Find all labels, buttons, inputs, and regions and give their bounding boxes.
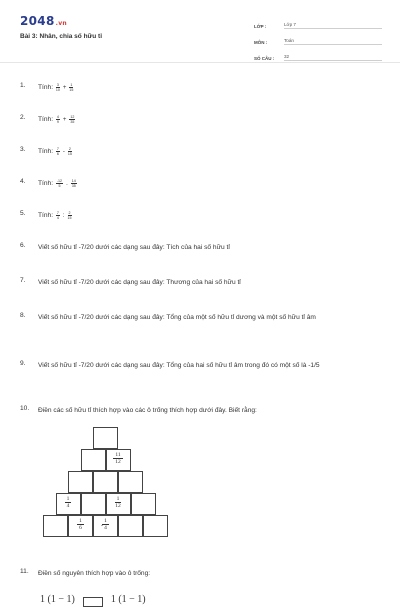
question-text [38,178,78,190]
math-operator: - [62,149,65,155]
question-text: Viết số hữu tỉ -7/20 dưới các dạng sau đây: Thương của hai số hữu tỉ [38,279,241,286]
pyramid-fraction [107,452,130,465]
question-number: 9. [20,360,26,367]
fraction-numerator: - 1 [104,518,107,524]
meta-value: 32 [284,54,382,61]
pyramid-cell[interactable] [118,471,143,493]
question-text: Điền các số hữu tỉ thích hợp vào các ô trống thích hợp dưới đây. Biết rằng: [38,407,257,414]
question-number: 6. [20,242,26,249]
meta-key: SỐ CÂU : [254,56,275,61]
fraction [68,147,72,156]
pyramid-cell[interactable] [43,515,68,537]
fraction-numerator: 11 [115,452,121,458]
question-text: Viết số hữu tỉ -7/20 dưới các dạng sau đây: Tích của hai số hữu tỉ [38,244,230,251]
question-number: 3. [20,146,26,153]
fraction [56,179,63,188]
site-logo[interactable]: 2048.vn [20,14,67,28]
fraction-denominator: 6 [79,525,82,531]
fraction-denominator: 15 [69,87,74,92]
fraction [56,115,60,124]
fraction-numerator: 1 [70,82,73,87]
lesson-title: Bài 3: Nhân, chia số hữu tỉ [20,33,102,40]
pyramid-cell[interactable] [81,449,106,471]
fraction-denominator: 4 [104,525,107,531]
fraction-denominator: 35 [70,119,75,124]
pyramid-cell[interactable] [93,515,118,537]
pyramid-cell[interactable] [143,515,168,537]
fraction-denominator: 15 [67,151,72,156]
pyramid-cell[interactable] [68,515,93,537]
question-text: Điền số nguyên thích hợp vào ô trống: [38,570,151,577]
question-11 [20,568,376,579]
question-8 [20,312,376,323]
question-label: Tính: [38,212,55,219]
worksheet-meta [254,17,382,65]
meta-class-row [254,17,382,29]
fraction [68,211,72,220]
pyramid-cell[interactable] [93,427,118,449]
math-operator: + [62,85,67,91]
question-4 [20,178,376,190]
fraction [69,83,73,92]
pyramid-fraction [107,496,130,509]
pyramid-fraction [57,496,80,509]
fraction-numerator: 1 [116,496,120,502]
fraction-denominator: 4 [66,503,70,509]
pyramid-cell[interactable] [106,493,131,515]
number-pyramid [40,427,171,547]
question-label: Tính: [38,180,55,187]
question-number: 7. [20,277,26,284]
math-operator: + [62,117,67,123]
meta-value: Toán [284,38,382,45]
pyramid-fraction [94,518,117,531]
fraction-numerator: 3 [56,82,59,87]
question-number: 11. [20,568,29,575]
fraction-denominator: 5 [58,183,61,188]
question-number: 1. [20,82,26,89]
fraction [56,211,60,220]
header-divider [0,62,400,63]
fraction-numerator: 2 [68,210,71,215]
meta-value: Lớp 7 [284,22,382,29]
question-10 [20,405,376,416]
question-label: Tính: [38,84,55,91]
question-number: 4. [20,178,26,185]
fraction-denominator: 4 [56,215,59,220]
q11-left-expr: 1 (1 − 1) [40,593,75,605]
fraction-numerator: 4 [56,114,59,119]
question-label: Tính: [38,148,55,155]
pyramid-cell[interactable] [68,471,93,493]
fraction-denominator: 6 [56,151,59,156]
fraction-numerator: 1 [79,518,82,524]
pyramid-cell[interactable] [81,493,106,515]
fraction-denominator: 12 [115,503,121,509]
question-text [38,210,73,222]
meta-key: LỚP : [254,24,267,29]
fraction-denominator: 12 [115,459,121,465]
pyramid-cell[interactable] [56,493,81,515]
math-operator: . [66,181,68,187]
question-text: Viết số hữu tỉ -7/20 dưới các dạng sau đây: Tổng của hai số hữu tỉ âm trong đó có một số là -1/5 [38,362,320,369]
question-3 [20,146,376,158]
fraction-numerator: 7 [56,146,59,151]
question-text: Viết số hữu tỉ -7/20 dưới các dạng sau đây: Tổng của một số hữu tỉ dương và một số hữu tỉ âm [38,314,316,321]
pyramid-fraction [69,518,92,531]
fraction-numerator: 14 [71,178,76,183]
fraction-denominator: 35 [71,183,76,188]
fraction [71,179,77,188]
q11-right-expr: 1 (1 − 1) [110,593,146,605]
q11-answer-box[interactable] [83,597,103,607]
question-number: 8. [20,312,26,319]
question-9 [20,360,376,371]
pyramid-cell[interactable] [131,493,156,515]
pyramid-cell[interactable] [118,515,143,537]
question-number: 10. [20,405,30,412]
pyramid-cell[interactable] [93,471,118,493]
math-operator: : [62,213,65,219]
question-text [38,146,73,158]
fraction-denominator: 10 [55,87,60,92]
fraction-numerator: 7 [56,210,59,215]
fraction [69,115,75,124]
question-7 [20,277,376,288]
pyramid-cell[interactable] [106,449,131,471]
fraction-numerator: 12 [70,114,75,119]
worksheet-header [0,0,400,62]
question-number: 5. [20,210,26,217]
fraction-denominator: 15 [67,215,72,220]
question-text [38,82,74,94]
question-number: 2. [20,114,26,121]
question-6 [20,242,376,253]
fraction [56,147,60,156]
question-label: Tính: [38,116,55,123]
q11-expression [40,591,146,607]
question-text [38,114,76,126]
meta-subject-row [254,33,382,45]
meta-count-row [254,49,382,61]
question-2 [20,114,376,126]
question-1 [20,82,376,94]
fraction-numerator: 2 [68,146,71,151]
question-5 [20,210,376,222]
fraction-numerator: -12 [56,178,63,183]
meta-key: MÔN : [254,40,268,45]
fraction-numerator: 1 [66,496,70,502]
fraction [56,83,60,92]
fraction-denominator: 9 [56,119,59,124]
